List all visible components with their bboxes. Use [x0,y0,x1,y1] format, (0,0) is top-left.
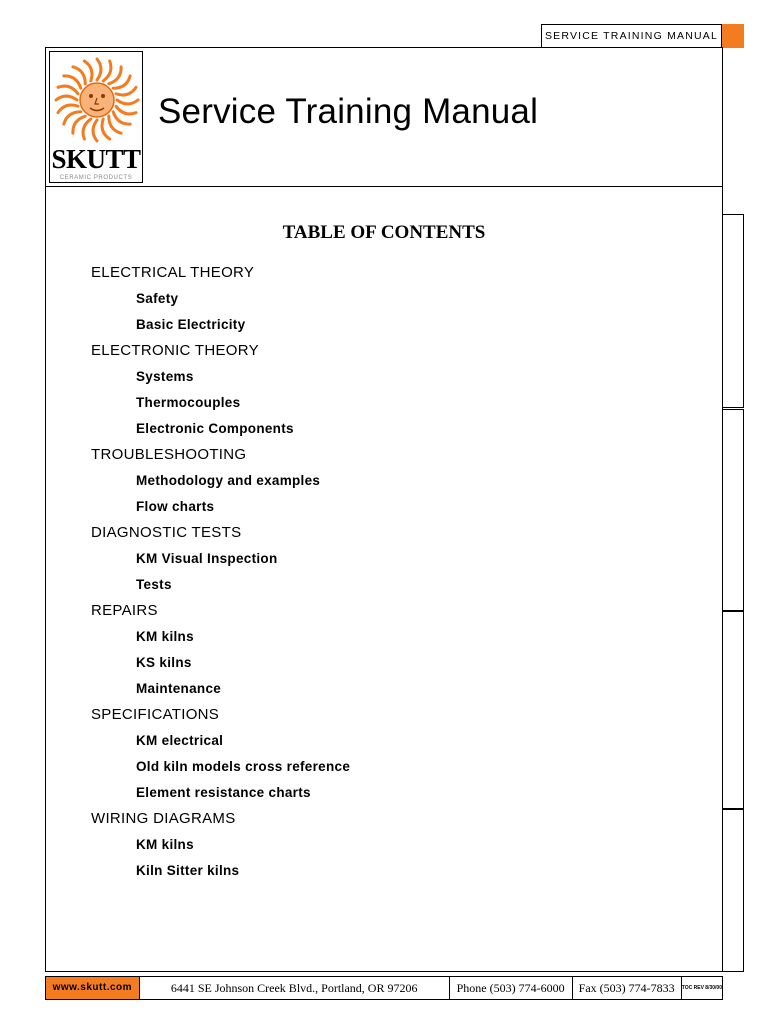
toc-item[interactable]: Safety [136,291,179,306]
toc-item[interactable]: Old kiln models cross reference [136,759,351,774]
toc-item[interactable]: KM kilns [136,629,194,644]
toc-heading: TABLE OF CONTENTS [282,222,486,243]
footer-phone: Phone (503) 774-6000 [450,977,573,999]
logo-wordmark: SKUTT [51,144,141,174]
website-link[interactable]: www.skutt.com [46,977,140,999]
toc-item[interactable]: Tests [136,577,172,592]
toc-section[interactable]: REPAIRS [91,602,158,619]
sun-face-icon [53,54,141,144]
toc-section[interactable]: TROUBLESHOOTING [91,446,247,463]
title-header [45,47,723,187]
toc-item[interactable]: Kiln Sitter kilns [136,863,240,878]
toc-item[interactable]: Basic Electricity [136,317,246,332]
toc-item[interactable]: Systems [136,369,194,384]
skutt-logo [49,51,143,183]
toc-section[interactable]: ELECTRONIC THEORY [91,342,259,359]
toc-item[interactable]: Maintenance [136,681,222,696]
toc-item[interactable]: KM Visual Inspection [136,551,278,566]
logo-tagline: CERAMIC PRODUCTS [59,175,133,181]
running-header: SERVICE TRAINING MANUAL [541,24,722,47]
footer-bar [45,976,723,1000]
footer-fax: Fax (503) 774-7833 [573,977,682,999]
table-of-contents [91,260,691,884]
toc-section[interactable]: DIAGNOSTIC TESTS [91,524,242,541]
header-accent-block [722,24,744,48]
toc-item[interactable]: Flow charts [136,499,215,514]
section-tab-2[interactable] [722,409,744,611]
toc-item[interactable]: Element resistance charts [136,785,311,800]
toc-item[interactable]: KM kilns [136,837,194,852]
toc-item[interactable]: Thermocouples [136,395,241,410]
section-tab-3[interactable] [722,611,744,809]
footer-address: 6441 SE Johnson Creek Blvd., Portland, OR 97206 [140,977,450,999]
footer-revision: TOC REV 8/30/00 [681,985,722,991]
page-title: Service Training Manual [158,92,539,131]
toc-item[interactable]: KS kilns [136,655,192,670]
toc-item[interactable]: KM electrical [136,733,224,748]
toc-item[interactable]: Methodology and examples [136,473,321,488]
toc-section[interactable]: ELECTRICAL THEORY [91,264,255,281]
toc-section[interactable]: SPECIFICATIONS [91,706,220,723]
toc-item[interactable]: Electronic Components [136,421,294,436]
toc-section[interactable]: WIRING DIAGRAMS [91,810,236,827]
section-tab-4[interactable] [722,809,744,972]
